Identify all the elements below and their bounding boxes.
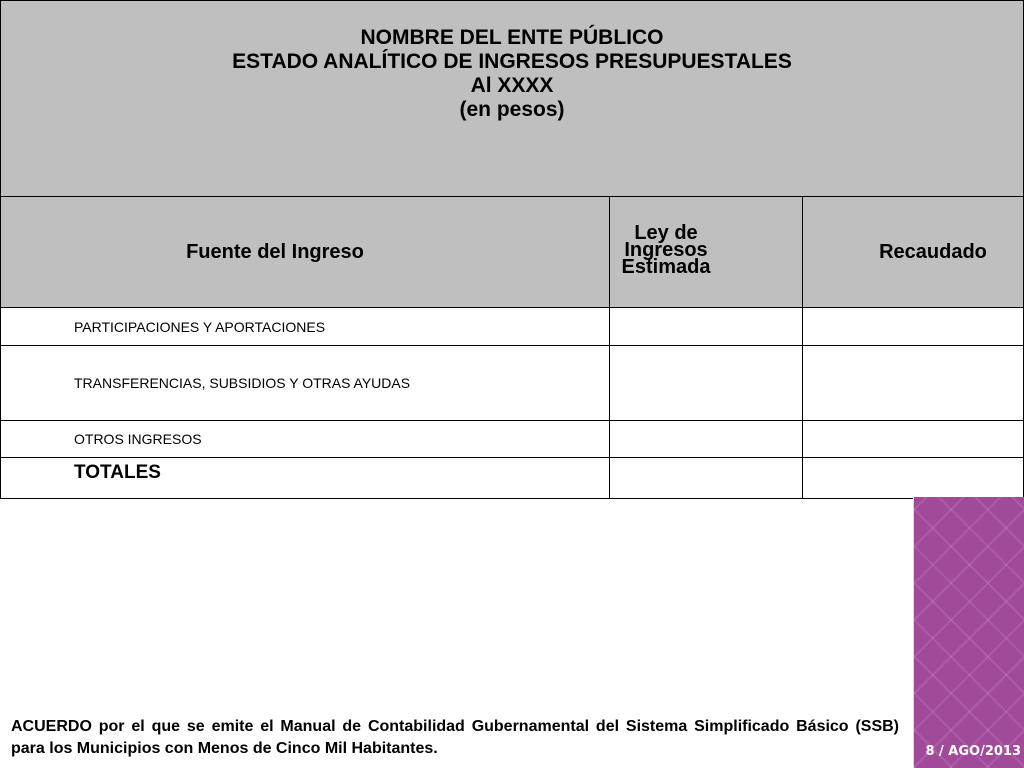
totals-estimated-cell [610,458,803,499]
table-row [1,421,1024,458]
row-estimated-cell [610,308,803,346]
row-estimated-cell [610,346,803,421]
column-header-collected: Recaudado [803,197,1024,308]
totals-collected-cell [803,458,1024,499]
totals-row [1,458,1024,499]
row-collected-cell [803,308,1024,346]
row-label: OTROS INGRESOS [1,421,610,458]
date-badge: 8 / AGO/2013 [925,744,1021,759]
totals-label: TOTALES [1,458,610,499]
table-row [1,346,1024,421]
entity-name: NOMBRE DEL ENTE PÚBLICO [360,25,664,49]
decorative-side-panel [913,497,1024,768]
row-estimated-cell [610,421,803,458]
footer-caption: ACUERDO por el que se emite el Manual de Contabilidad Gubernamental del Sistema Simplificado Básico (SSB) para los Municipios con Menos de Cinco Mil Habitantes. [11,718,899,757]
row-label: TRANSFERENCIAS, SUBSIDIOS Y OTRAS AYUDAS [1,346,610,421]
report-currency: (en pesos) [459,97,565,121]
row-collected-cell [803,421,1024,458]
row-collected-cell [803,346,1024,421]
row-label: PARTICIPACIONES Y APORTACIONES [1,308,610,346]
report-title [1,26,1023,122]
column-header-estimated: Ley de Ingresos Estimada [610,197,803,308]
column-header-source: Fuente del Ingreso [1,197,610,308]
report-title-cell [1,1,1024,197]
report-date: Al XXXX [470,73,554,97]
table-row [1,308,1024,346]
report-name: ESTADO ANALÍTICO DE INGRESOS PRESUPUESTALES [232,49,792,73]
